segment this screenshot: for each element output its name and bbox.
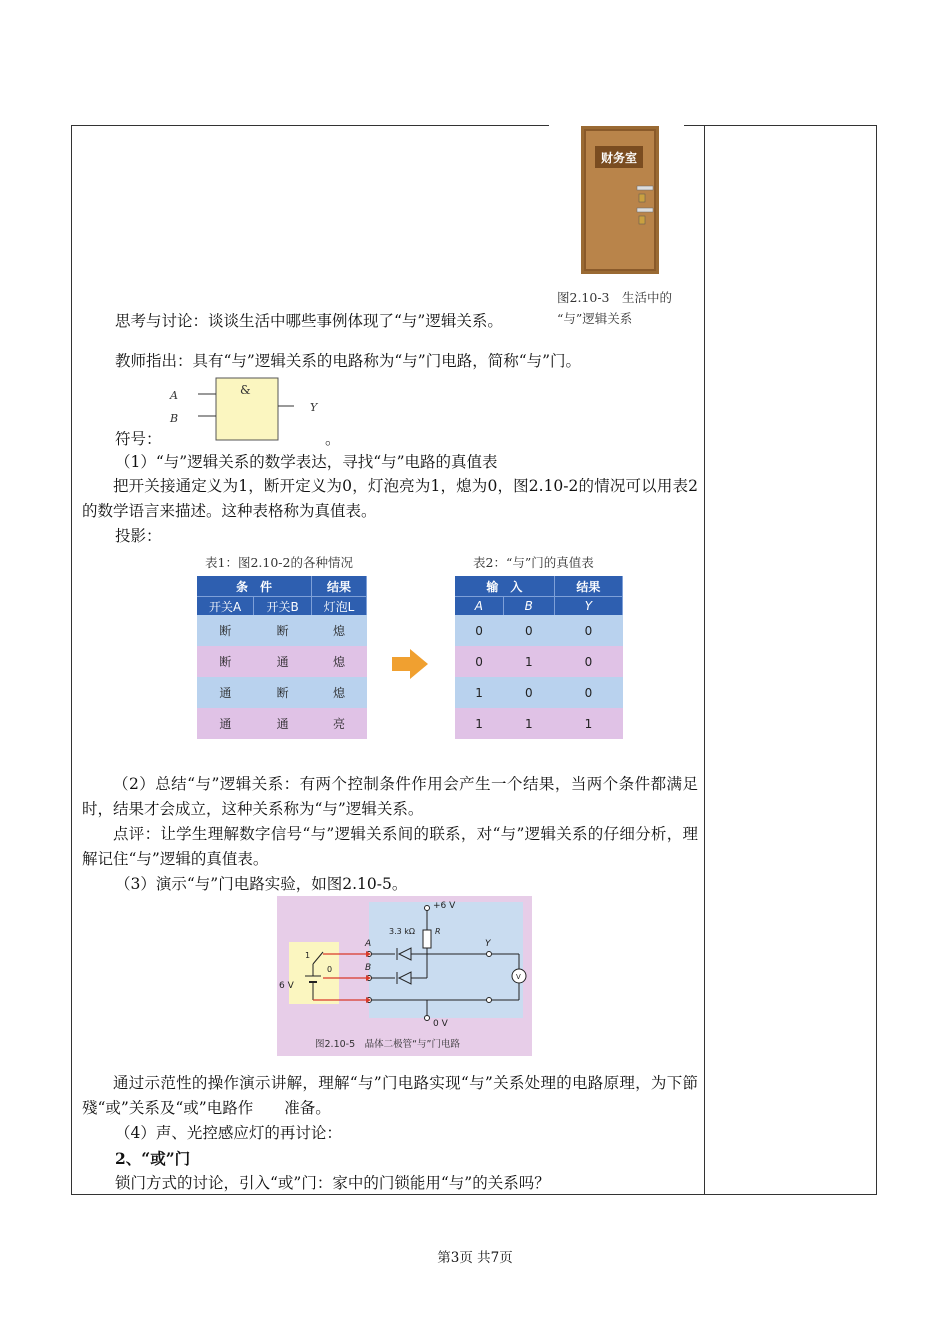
item4-paragraph: （4）声、光控感应灯的再讨论： [115,1124,342,1142]
think-paragraph: 思考与讨论：谈谈生活中哪些事例体现了“与”逻辑关系。 [115,312,503,330]
item1-paragraph: （1）“与”逻辑关系的数学表达，寻找“与”电路的真值表 [115,453,498,471]
circuit-caption: 图2.10-5 晶体二极管“与”门电路 [315,1039,460,1050]
table2-cell: 1 [503,708,554,739]
table1-cell: 断 [197,646,254,677]
door-caption-line1: 图2.10-3 生活中的 [557,290,673,305]
symbol-label: 符号： [115,430,162,448]
right-arrow-icon [390,647,430,681]
comment-paragraph: 点评：让学生理解数字信号“与”逻辑关系间的联系，对“与”逻辑关系的仔细分析，理解记住“与”逻辑的真值表。 [82,825,698,868]
table2-cell: 1 [455,708,503,739]
table2-cell: 1 [503,646,554,677]
column-divider [704,125,705,1195]
table2 [455,576,623,739]
table-row [455,646,623,677]
table2-cell: 0 [455,615,503,646]
table1-cell: 熄 [311,677,366,708]
table2-cell: 0 [554,677,622,708]
table1-cell: 通 [197,677,254,708]
switch-label-0: 0 [327,965,333,974]
table1-cell: 亮 [311,708,366,739]
gate-input-a: A [170,389,178,402]
table1-result-header: 结果 [311,576,366,597]
and-gate-symbol [160,376,330,446]
table1-group-header: 条 件 [197,576,311,597]
table2-cell: 1 [455,677,503,708]
teacher-paragraph: 教师指出：具有“与”逻辑关系的电路称为“与”门电路，简称“与”门。 [115,352,582,370]
table1-cell: 通 [254,646,312,677]
table2-result-header: 结果 [554,576,622,597]
demo-paragraph: 通过示范性的操作演示讲解，理解“与”门电路实现“与”关系处理的电路原理，为下節殘“或”关系及“或”电路作 准备。 [82,1074,698,1117]
lock-paragraph: 锁门方式的讨论，引入“或”门：家中的门锁能用“与”的关系吗？ [115,1174,550,1192]
resistor-value: 3.3 kΩ [389,927,416,936]
table2-col: A [455,597,503,616]
voltmeter-label: V [516,973,521,981]
table-row [197,646,367,677]
table2-col: Y [554,597,622,616]
table2-cell: 0 [503,677,554,708]
symbol-end: 。 [325,430,341,448]
table-row [455,677,623,708]
page-footer: 第3页 共7页 [437,1250,513,1266]
door-caption-line2: “与”逻辑关系 [557,311,633,326]
table1-cell: 熄 [311,646,366,677]
projection-label: 投影： [115,527,162,545]
table2-col: B [503,597,554,616]
item2-paragraph: （2）总结“与”逻辑关系：有两个控制条件作用会产生一个结果，当两个条件都满足时，结果才会成立，这种关系称为“与”逻辑关系。 [82,775,698,818]
circuit-output-y: Y [485,939,491,949]
table-row [455,615,623,646]
table2-cell: 1 [554,708,622,739]
table2-cell: 0 [503,615,554,646]
table1-col: 开关A [197,597,254,616]
resistor-label: R [435,927,441,936]
table-row [197,677,367,708]
table1 [197,576,367,739]
source-label: 6 V [279,981,294,991]
table2-cell: 0 [554,646,622,677]
vcc-label: +6 V [433,901,456,911]
and-gate-circuit-figure [277,896,532,1056]
door-sign: 财务室 [600,151,638,165]
table-row [197,708,367,739]
item3-paragraph: （3）演示“与”门电路实验，如图2.10-5。 [115,875,408,893]
table-row [197,615,367,646]
circuit-input-b: B [365,963,372,973]
table2-cell: 0 [554,615,622,646]
table1-cell: 断 [254,615,312,646]
table2-title: 表2：“与”门的真值表 [473,555,594,570]
gate-operator: & [240,383,251,397]
circuit-input-a: A [365,939,372,949]
table-row [455,708,623,739]
table1-cell: 断 [254,677,312,708]
circuit-diagram [277,896,532,1056]
table1-cell: 通 [254,708,312,739]
table2-group-header: 输 入 [455,576,554,597]
table1-cell: 熄 [311,615,366,646]
table1-title: 表1：图2.10-2的各种情况 [205,555,353,570]
gate-input-b: B [170,412,179,425]
gate-output-y: Y [310,401,318,414]
section-heading: 2、“或”门 [115,1149,191,1168]
table1-col: 开关B [254,597,312,616]
define-paragraph: 把开关接通定义为1，断开定义为0，灯泡亮为1，熄为0，图2.10-2的情况可以用表2的数学语言来描述。这种表格称为真值表。 [82,477,698,520]
table2-cell: 0 [455,646,503,677]
switch-label-1: 1 [305,951,311,960]
table1-cell: 通 [197,708,254,739]
table1-cell: 断 [197,615,254,646]
table1-col: 灯泡L [311,597,366,616]
ground-label: 0 V [433,1019,448,1029]
